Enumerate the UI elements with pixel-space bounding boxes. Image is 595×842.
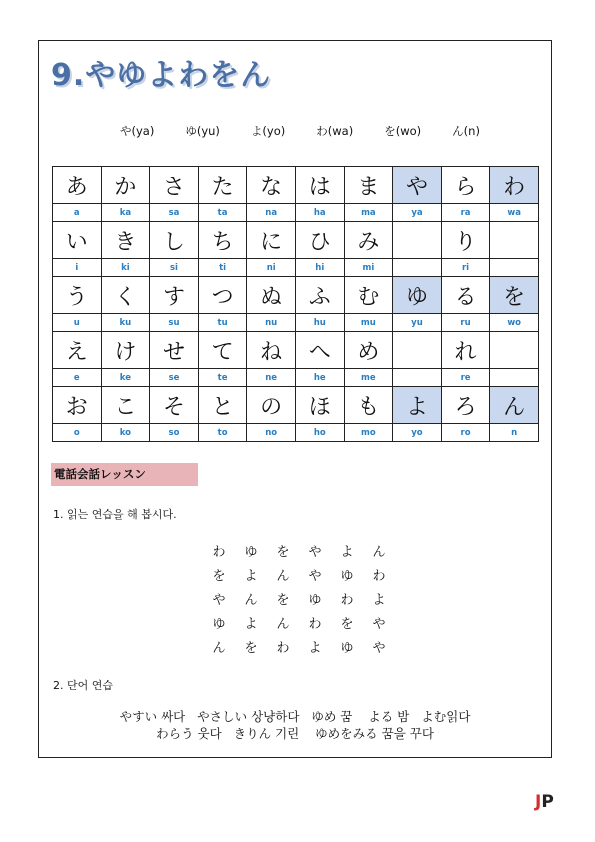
kana-cell: き bbox=[101, 222, 150, 259]
drill-kana: わ bbox=[276, 640, 290, 656]
drill-kana: ん bbox=[244, 592, 258, 608]
drill-row bbox=[203, 586, 395, 610]
romaji-cell: na bbox=[247, 204, 296, 222]
drill-kana: ゆ bbox=[212, 616, 226, 632]
drill-kana: ゆ bbox=[308, 592, 322, 608]
romaji-cell: mi bbox=[344, 259, 393, 277]
kana-cell bbox=[490, 222, 539, 259]
romaji-cell: nu bbox=[247, 314, 296, 332]
kana-cell: も bbox=[344, 387, 393, 424]
lesson-label: 電話会話レッスン bbox=[51, 463, 198, 486]
romaji-cell: ku bbox=[101, 314, 150, 332]
kana-row bbox=[53, 387, 539, 424]
kana-cell: せ bbox=[150, 332, 199, 369]
kana-cell: る bbox=[441, 277, 490, 314]
kana-cell: か bbox=[101, 167, 150, 204]
drill-kana: わ bbox=[212, 544, 226, 560]
romaji-cell: ri bbox=[441, 259, 490, 277]
kana-cell: ね bbox=[247, 332, 296, 369]
kana-cell bbox=[393, 332, 442, 369]
kana-cell: を bbox=[490, 277, 539, 314]
kana-cell: ひ bbox=[295, 222, 344, 259]
reading-drill bbox=[203, 538, 395, 658]
drill-kana: を bbox=[244, 640, 258, 656]
kana-cell: す bbox=[150, 277, 199, 314]
drill-kana: ゆ bbox=[244, 544, 258, 560]
drill-row bbox=[203, 610, 395, 634]
kana-cell: く bbox=[101, 277, 150, 314]
kana-cell: ん bbox=[490, 387, 539, 424]
kana-cell: わ bbox=[490, 167, 539, 204]
drill-kana: を bbox=[276, 592, 290, 608]
romaji-cell: e bbox=[53, 369, 102, 387]
romaji-cell: yo bbox=[393, 424, 442, 442]
sound-item: ゆ(yu) bbox=[185, 124, 220, 138]
romaji-cell: ya bbox=[393, 204, 442, 222]
romaji-cell: no bbox=[247, 424, 296, 442]
sound-item: よ(yo) bbox=[250, 124, 286, 138]
drill-kana: わ bbox=[340, 592, 354, 608]
logo-p: P bbox=[541, 792, 554, 812]
kana-cell: こ bbox=[101, 387, 150, 424]
romaji-cell: u bbox=[53, 314, 102, 332]
kana-cell: ゆ bbox=[393, 277, 442, 314]
romaji-cell: wo bbox=[490, 314, 539, 332]
kana-cell: め bbox=[344, 332, 393, 369]
drill-kana: を bbox=[340, 616, 354, 632]
sound-item: や(ya) bbox=[120, 124, 155, 138]
kana-cell: ぬ bbox=[247, 277, 296, 314]
romaji-cell: n bbox=[490, 424, 539, 442]
drill-kana: よ bbox=[340, 544, 354, 560]
kana-cell: そ bbox=[150, 387, 199, 424]
kana-cell: え bbox=[53, 332, 102, 369]
romaji-cell: ne bbox=[247, 369, 296, 387]
romaji-cell bbox=[490, 259, 539, 277]
romaji-row bbox=[53, 314, 539, 332]
kana-cell: ら bbox=[441, 167, 490, 204]
romaji-cell: i bbox=[53, 259, 102, 277]
kana-cell: し bbox=[150, 222, 199, 259]
kana-cell: や bbox=[393, 167, 442, 204]
kana-row bbox=[53, 222, 539, 259]
drill-row bbox=[203, 634, 395, 658]
romaji-row bbox=[53, 369, 539, 387]
kana-cell: は bbox=[295, 167, 344, 204]
romaji-cell bbox=[490, 369, 539, 387]
kana-cell: へ bbox=[295, 332, 344, 369]
drill-kana: を bbox=[276, 544, 290, 560]
kana-cell bbox=[490, 332, 539, 369]
romaji-cell: to bbox=[198, 424, 247, 442]
romaji-cell: tu bbox=[198, 314, 247, 332]
kana-cell: の bbox=[247, 387, 296, 424]
romaji-cell: ha bbox=[295, 204, 344, 222]
kana-cell: れ bbox=[441, 332, 490, 369]
romaji-cell: yu bbox=[393, 314, 442, 332]
drill-kana: わ bbox=[308, 616, 322, 632]
sound-item: を(wo) bbox=[384, 124, 422, 138]
kana-cell: に bbox=[247, 222, 296, 259]
romaji-row bbox=[53, 259, 539, 277]
romaji-cell: so bbox=[150, 424, 199, 442]
kana-cell: て bbox=[198, 332, 247, 369]
drill-kana: や bbox=[212, 592, 226, 608]
romaji-cell: hu bbox=[295, 314, 344, 332]
kana-cell: ち bbox=[198, 222, 247, 259]
kana-row bbox=[53, 167, 539, 204]
romaji-cell bbox=[393, 369, 442, 387]
drill-kana: ゆ bbox=[340, 640, 354, 656]
kana-cell: い bbox=[53, 222, 102, 259]
romaji-cell: ko bbox=[101, 424, 150, 442]
drill-kana: を bbox=[212, 568, 226, 584]
sound-item: わ(wa) bbox=[316, 124, 354, 138]
romaji-cell: me bbox=[344, 369, 393, 387]
kana-row bbox=[53, 277, 539, 314]
drill-kana: よ bbox=[244, 616, 258, 632]
drill-kana: や bbox=[308, 544, 322, 560]
romaji-cell bbox=[393, 259, 442, 277]
kana-cell: り bbox=[441, 222, 490, 259]
romaji-cell: hi bbox=[295, 259, 344, 277]
romaji-cell: ta bbox=[198, 204, 247, 222]
romaji-cell: he bbox=[295, 369, 344, 387]
romaji-cell: re bbox=[441, 369, 490, 387]
drill-kana: や bbox=[308, 568, 322, 584]
romaji-cell: mo bbox=[344, 424, 393, 442]
drill-kana: や bbox=[372, 640, 386, 656]
drill-row bbox=[203, 538, 395, 562]
romaji-cell: sa bbox=[150, 204, 199, 222]
romaji-cell: ho bbox=[295, 424, 344, 442]
kana-cell: ま bbox=[344, 167, 393, 204]
drill-kana: わ bbox=[372, 568, 386, 584]
drill-kana: よ bbox=[244, 568, 258, 584]
romaji-cell: su bbox=[150, 314, 199, 332]
kana-cell: た bbox=[198, 167, 247, 204]
drill-kana: よ bbox=[372, 592, 386, 608]
kana-cell: よ bbox=[393, 387, 442, 424]
kana-row bbox=[53, 332, 539, 369]
drill-kana: や bbox=[372, 616, 386, 632]
romaji-cell: ke bbox=[101, 369, 150, 387]
romaji-cell: ni bbox=[247, 259, 296, 277]
word-line-2: わらう 웃다 きりん 기린 ゆめをみる 꿈을 꾸다 bbox=[156, 726, 434, 741]
romaji-cell: ma bbox=[344, 204, 393, 222]
drill-kana: ん bbox=[276, 568, 290, 584]
romaji-cell: ra bbox=[441, 204, 490, 222]
kana-table bbox=[52, 166, 539, 442]
page-title: 9.やゆよわをん bbox=[51, 58, 272, 93]
kana-cell: な bbox=[247, 167, 296, 204]
brand-logo bbox=[535, 792, 554, 812]
drill-kana: ん bbox=[372, 544, 386, 560]
romaji-cell: ru bbox=[441, 314, 490, 332]
kana-cell: さ bbox=[150, 167, 199, 204]
drill-kana: ん bbox=[212, 640, 226, 656]
sound-list bbox=[120, 123, 480, 139]
romaji-row bbox=[53, 424, 539, 442]
drill-kana: ゆ bbox=[340, 568, 354, 584]
kana-cell: お bbox=[53, 387, 102, 424]
kana-cell: ろ bbox=[441, 387, 490, 424]
romaji-cell: ro bbox=[441, 424, 490, 442]
romaji-cell: o bbox=[53, 424, 102, 442]
romaji-cell: ki bbox=[101, 259, 150, 277]
romaji-row bbox=[53, 204, 539, 222]
kana-cell: み bbox=[344, 222, 393, 259]
romaji-cell: te bbox=[198, 369, 247, 387]
word-line-1: やすい 싸다 やさしい 상냥하다 ゆめ 꿈 よる 밤 よむ읽다 bbox=[119, 709, 471, 724]
drill-kana: ん bbox=[276, 616, 290, 632]
logo-j: J bbox=[535, 792, 542, 812]
kana-cell bbox=[393, 222, 442, 259]
romaji-cell: si bbox=[150, 259, 199, 277]
romaji-cell: se bbox=[150, 369, 199, 387]
romaji-cell: mu bbox=[344, 314, 393, 332]
question-2: 2. 단어 연습 bbox=[53, 679, 113, 692]
drill-kana: よ bbox=[308, 640, 322, 656]
kana-cell: あ bbox=[53, 167, 102, 204]
question-1: 1. 읽는 연습을 해 봅시다. bbox=[53, 508, 177, 521]
romaji-cell: ka bbox=[101, 204, 150, 222]
kana-cell: と bbox=[198, 387, 247, 424]
kana-cell: ふ bbox=[295, 277, 344, 314]
kana-cell: つ bbox=[198, 277, 247, 314]
romaji-cell: a bbox=[53, 204, 102, 222]
drill-row bbox=[203, 562, 395, 586]
sound-item: ん(n) bbox=[452, 124, 480, 138]
romaji-cell: wa bbox=[490, 204, 539, 222]
romaji-cell: ti bbox=[198, 259, 247, 277]
kana-cell: む bbox=[344, 277, 393, 314]
kana-cell: う bbox=[53, 277, 102, 314]
kana-cell: ほ bbox=[295, 387, 344, 424]
kana-cell: け bbox=[101, 332, 150, 369]
